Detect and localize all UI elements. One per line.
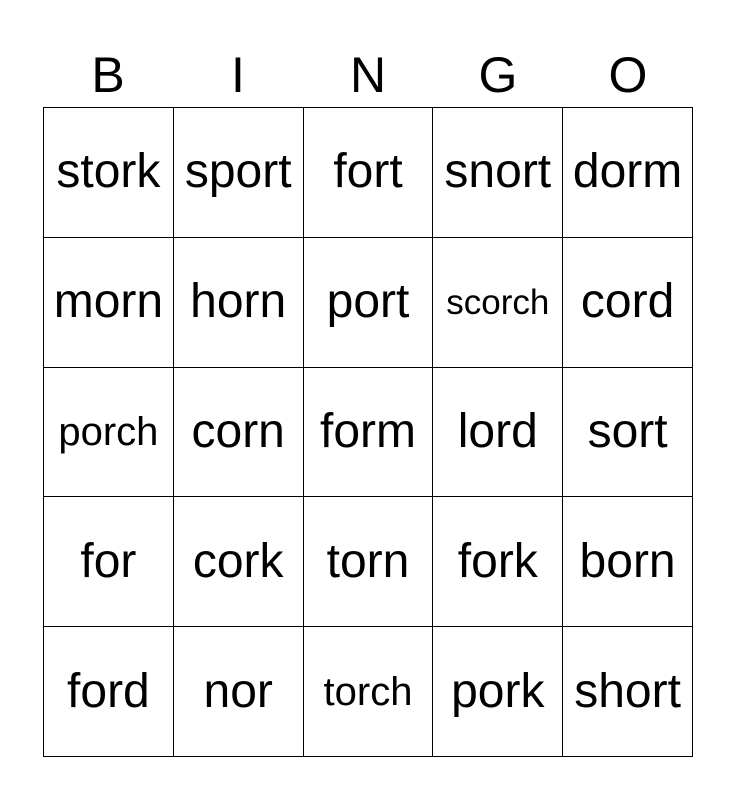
header-letter-g: G [478, 47, 518, 103]
bingo-cell-r5-c1[interactable]: ford [44, 627, 174, 757]
bingo-cell-r4-c2[interactable]: cork [174, 497, 304, 627]
bingo-cell-r4-c4[interactable]: fork [433, 497, 563, 627]
bingo-cell-r4-c1[interactable]: for [44, 497, 174, 627]
bingo-cell-r3-c2[interactable]: corn [174, 368, 304, 498]
header-letter-b: B [91, 47, 125, 103]
bingo-cell-r2-c3[interactable]: port [304, 238, 434, 368]
bingo-cell-r2-c4[interactable]: scorch [433, 238, 563, 368]
bingo-cell-r5-c4[interactable]: pork [433, 627, 563, 757]
bingo-header [43, 42, 693, 108]
bingo-cell-r1-c3[interactable]: fort [304, 108, 434, 238]
header-letter-n: N [349, 47, 387, 103]
bingo-cell-r3-c1[interactable]: porch [44, 368, 174, 498]
bingo-cell-r1-c5[interactable]: dorm [563, 108, 693, 238]
bingo-cell-r3-c3[interactable]: form [304, 368, 434, 498]
header-letter-i: I [231, 47, 245, 103]
bingo-cell-r2-c5[interactable]: cord [563, 238, 693, 368]
bingo-cell-r2-c2[interactable]: horn [174, 238, 304, 368]
bingo-cell-r5-c5[interactable]: short [563, 627, 693, 757]
bingo-cell-r3-c4[interactable]: lord [433, 368, 563, 498]
bingo-cell-r4-c5[interactable]: born [563, 497, 693, 627]
bingo-board [43, 107, 693, 757]
bingo-cell-r1-c4[interactable]: snort [433, 108, 563, 238]
bingo-cell-r1-c1[interactable]: stork [44, 108, 174, 238]
bingo-cell-r5-c2[interactable]: nor [174, 627, 304, 757]
bingo-cell-r5-c3[interactable]: torch [304, 627, 434, 757]
bingo-cell-r4-c3[interactable]: torn [304, 497, 434, 627]
bingo-cell-r3-c5[interactable]: sort [563, 368, 693, 498]
bingo-cell-r1-c2[interactable]: sport [174, 108, 304, 238]
bingo-cell-r2-c1[interactable]: morn [44, 238, 174, 368]
header-letter-o: O [608, 47, 648, 103]
